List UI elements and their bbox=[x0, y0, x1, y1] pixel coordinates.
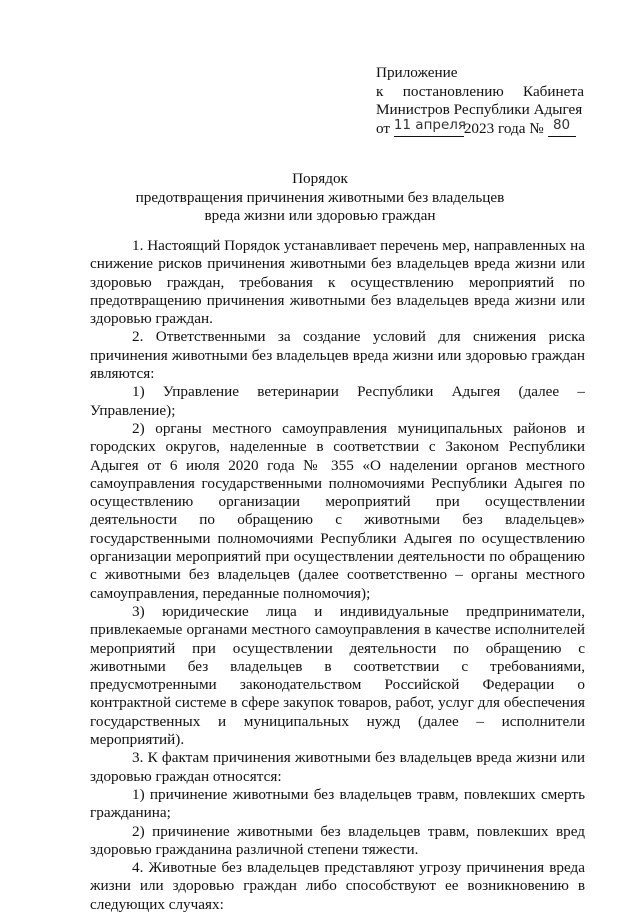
appendix-word-cabinet: Кабинета bbox=[523, 82, 584, 100]
document-heading bbox=[100, 170, 540, 226]
paragraph-3-item-1: 1) причинение животными без владельцев травм, повлекших смерть гражданина; bbox=[90, 785, 585, 822]
paragraph-2-item-1: 1) Управление ветеринарии Республики Адыгея (далее – Управление); bbox=[90, 383, 585, 419]
paragraph-2-item-3: 3) юридические лица и индивидуальные предприниматели, привлекаемые органами местного самоуправления в качестве исполнителей мероприятий при осуществлении деятельности по обращению с животными без владельцев в соответствии с требованиями, предусмотренными законодательством Российской Федерации о контрактной системе в сфере закупок товаров, работ, услуг для обеспечения государственных и муниципальных нужд (далее – исполнители мероприятий). bbox=[90, 602, 585, 749]
date-field bbox=[393, 116, 467, 137]
date-prefix: от bbox=[376, 119, 391, 137]
heading-subtitle-1: предотвращения причинения животными без владельцев bbox=[135, 188, 505, 206]
paragraph-2: 2. Ответственными за создание условий для снижения риска причинения животными без владельцев вреда жизни или здоровью граждан являются: bbox=[90, 328, 585, 383]
paragraph-1: 1. Настоящий Порядок устанавливает перечень мер, направленных на снижение рисков причинения животными без владельцев вреда жизни или здоровью граждан, требования к осуществлению мероприятий по предотвращению причинения животными без владельцев вреда жизни или здоровью граждан. bbox=[90, 237, 585, 328]
paragraph-2-item-2: 2) органы местного самоуправления муниципальных районов и городских округов, наделенные в соответствии с Законом Республики Адыгея от 6 июля 2020 года № 355 «О наделении органов местного самоуправления государственными полномочиями Республики Адыгея по осуществлению организации мероприятий при осуществлении деятельности по обращению с животными без владельцев» государственными полномочиями Республики Адыгея по осуществлению организации мероприятий при осуществлении деятельности по обращению с животными без владельцев (далее соответственно – органы местного самоуправления, переданные полномочия); bbox=[90, 419, 585, 602]
appendix-decree-line bbox=[376, 83, 584, 102]
paragraph-4: 4. Животные без владельцев представляют угрозу причинения вреда жизни или здоровью граждан либо способствуют ее возникновению в следующих случаях: bbox=[90, 859, 585, 913]
appendix-word-k: к bbox=[376, 82, 384, 100]
date-value: 11 апреля bbox=[393, 116, 467, 133]
paragraph-3-item-2: 2) причинение животными без владельцев травм, повлекших вред здоровью гражданина различной степени тяжести. bbox=[90, 822, 585, 858]
appendix-date-line bbox=[376, 116, 584, 139]
appendix-block bbox=[376, 64, 584, 138]
number-field bbox=[548, 116, 576, 137]
paragraph-3: 3. К фактам причинения животными без владельцев вреда жизни или здоровью граждан относятся: bbox=[90, 749, 585, 785]
appendix-title: Приложение bbox=[376, 64, 458, 81]
heading-subtitle-2: вреда жизни или здоровью граждан bbox=[204, 207, 436, 224]
document-body bbox=[90, 237, 585, 914]
heading-title: Порядок bbox=[292, 170, 348, 187]
appendix-ministers-line: Министров Республики Адыгея bbox=[376, 101, 583, 118]
year-text: 2023 года № bbox=[463, 119, 544, 137]
number-value: 80 bbox=[552, 116, 571, 133]
appendix-word-decree: постановлению bbox=[402, 82, 504, 100]
